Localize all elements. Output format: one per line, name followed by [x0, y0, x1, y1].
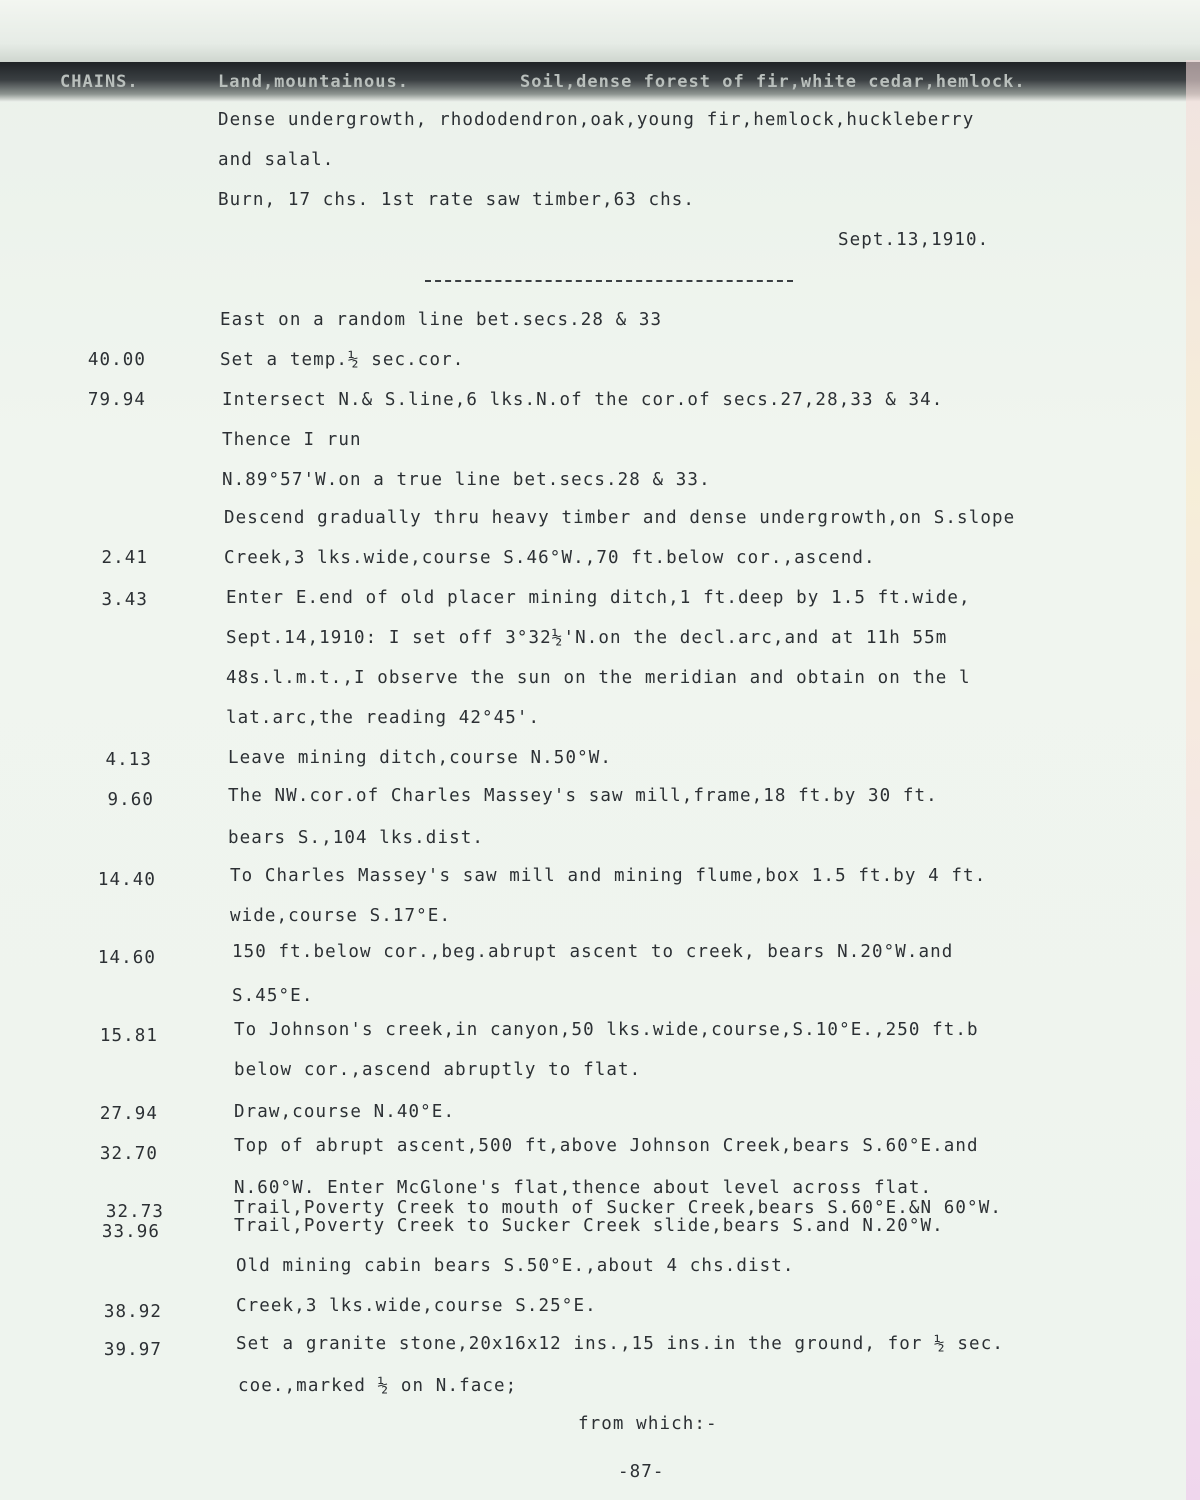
- entry-text: 48s.l.m.t.,I observe the sun on the meridian and obtain on the l: [226, 668, 971, 688]
- header-col-chains: CHAINS.: [60, 72, 139, 92]
- entry-text: Leave mining ditch,course N.50°W.: [228, 748, 612, 768]
- entry-text: Thence I run: [222, 430, 362, 450]
- intro-line: Dense undergrowth, rhododendron,oak,young fir,hemlock,huckleberry: [218, 110, 975, 130]
- page-number: -87-: [618, 1462, 665, 1482]
- entry-text: S.45°E.: [232, 986, 314, 1006]
- section-divider: [425, 280, 793, 282]
- entry-text: East on a random line bet.secs.28 & 33: [220, 310, 663, 330]
- entry-text: To Johnson's creek,in canyon,50 lks.wide,course,S.10°E.,250 ft.b: [234, 1020, 979, 1040]
- entry-text: Enter E.end of old placer mining ditch,1 ft.deep by 1.5 ft.wide,: [226, 588, 971, 608]
- entry-chain: 14.60: [97, 948, 156, 968]
- entry-chain: 14.40: [97, 870, 156, 890]
- entry-chain: 9.60: [107, 790, 154, 810]
- entry-text: Intersect N.& S.line,6 lks.N.of the cor.of secs.27,28,33 & 34.: [222, 390, 944, 410]
- header-col-soil: Soil,dense forest of fir,white cedar,hemlock.: [520, 72, 1026, 92]
- entry-text: N.89°57'W.on a true line bet.secs.28 & 33.: [222, 470, 711, 490]
- entry-text: Trail,Poverty Creek to mouth of Sucker Creek,bears S.60°E.&N 60°W.: [234, 1198, 1002, 1218]
- closing-line: from which:-: [578, 1414, 718, 1434]
- entry-text: N.60°W. Enter McGlone's flat,thence about level across flat.: [234, 1178, 933, 1198]
- entry-text: To Charles Massey's saw mill and mining flume,box 1.5 ft.by 4 ft.: [230, 866, 987, 886]
- entry-text: Set a temp.½ sec.cor.: [220, 350, 465, 370]
- entry-chain: 4.13: [105, 750, 152, 770]
- entry-chain: 33.96: [101, 1222, 160, 1242]
- entry-chain: 79.94: [87, 390, 146, 410]
- entry-text: wide,course S.17°E.: [230, 906, 452, 926]
- entry-chain: 32.73: [105, 1202, 164, 1222]
- entry-chain: 38.92: [103, 1302, 162, 1322]
- header-band: [0, 62, 1200, 102]
- intro-line: and salal.: [218, 150, 335, 170]
- entry-chain: 15.81: [99, 1026, 158, 1046]
- entry-text: bears S.,104 lks.dist.: [228, 828, 484, 848]
- entry-text: Draw,course N.40°E.: [234, 1102, 456, 1122]
- entry-text: below cor.,ascend abruptly to flat.: [234, 1060, 642, 1080]
- entry-text: Creek,3 lks.wide,course S.25°E.: [236, 1296, 597, 1316]
- entry-chain: 3.43: [101, 590, 148, 610]
- entry-text: lat.arc,the reading 42°45'.: [226, 708, 541, 728]
- entry-chain: 39.97: [103, 1340, 162, 1360]
- entry-chain: 40.00: [87, 350, 146, 370]
- entry-text: 150 ft.below cor.,beg.abrupt ascent to creek, bears N.20°W.and: [232, 942, 954, 962]
- entry-text: Set a granite stone,20x16x12 ins.,15 ins.in the ground, for ½ sec.: [236, 1334, 1004, 1354]
- top-margin: [0, 0, 1200, 62]
- entry-chain: 2.41: [101, 548, 148, 568]
- entry-text: Sept.14,1910: I set off 3°32½'N.on the decl.arc,and at 11h 55m: [226, 628, 948, 648]
- date-line: Sept.13,1910.: [838, 230, 990, 250]
- page-edge-stain: [1186, 60, 1200, 1500]
- entry-text: coe.,marked ½ on N.face;: [238, 1376, 518, 1396]
- entry-text: Trail,Poverty Creek to Sucker Creek slide,bears S.and N.20°W.: [234, 1216, 944, 1236]
- intro-line: Burn, 17 chs. 1st rate saw timber,63 chs.: [218, 190, 696, 210]
- entry-text: Creek,3 lks.wide,course S.46°W.,70 ft.below cor.,ascend.: [224, 548, 876, 568]
- entry-chain: 27.94: [99, 1104, 158, 1124]
- entry-text: Top of abrupt ascent,500 ft,above Johnson Creek,bears S.60°E.and: [234, 1136, 979, 1156]
- entry-text: Old mining cabin bears S.50°E.,about 4 chs.dist.: [236, 1256, 795, 1276]
- entry-chain: 32.70: [99, 1144, 158, 1164]
- header-col-land: Land,mountainous.: [218, 72, 409, 92]
- entry-text: Descend gradually thru heavy timber and dense undergrowth,on S.slope: [224, 508, 1016, 528]
- entry-text: The NW.cor.of Charles Massey's saw mill,frame,18 ft.by 30 ft.: [228, 786, 938, 806]
